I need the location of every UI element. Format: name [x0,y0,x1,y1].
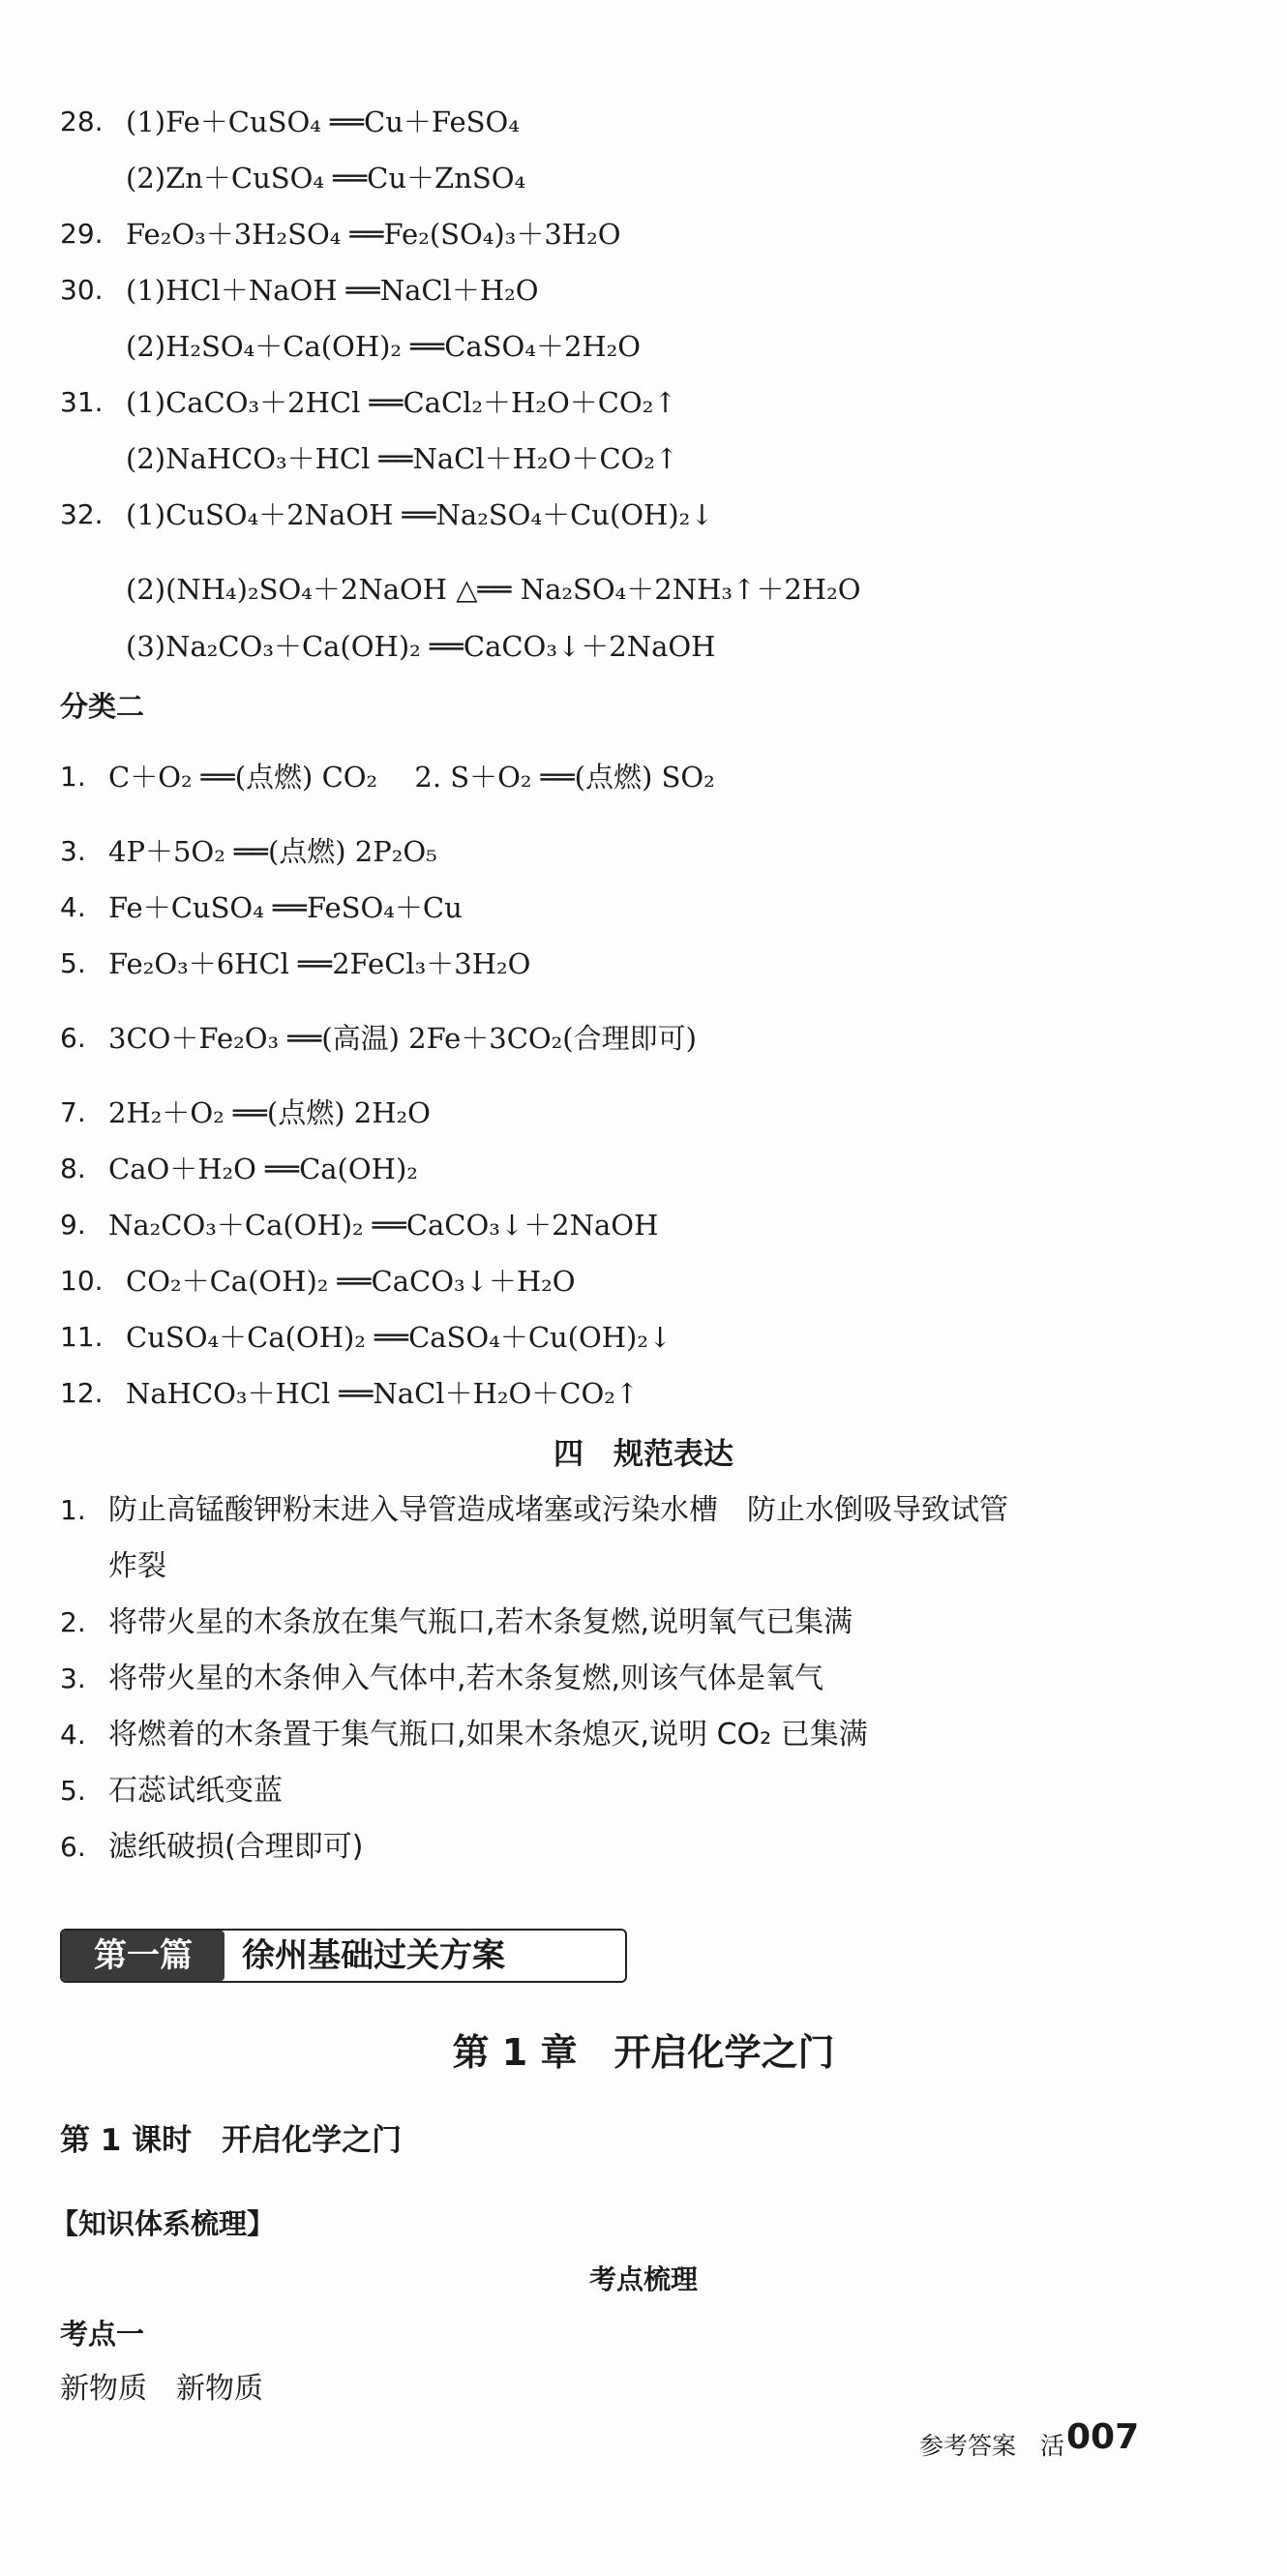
kaodian-shuli: 考点梳理 [588,2263,698,2295]
answer-line [0,1825,1287,1870]
question-number: 11. [60,1321,104,1353]
answer-line [0,100,1287,144]
answer-line [0,1371,1287,1416]
equation: (3)Na₂CO₃＋Ca(OH)₂ ══CaCO₃↓＋2NaOH [126,630,716,663]
lesson-title-row [0,2118,1287,2163]
equation: (1)Fe＋CuSO₄ ══Cu＋FeSO₄ [126,105,520,138]
answer-line [0,1203,1287,1247]
question-number: 5. [60,1775,86,1807]
question-number: 2. [60,1606,86,1638]
question-number: 12. [60,1377,104,1409]
knowledge-heading-row [0,2202,1287,2246]
question-number: 30. [60,274,104,306]
answer-text: 滤纸破损(合理即可) [108,1830,364,1864]
answer-line [0,212,1287,256]
equation: (2)NaHCO₃＋HCl ══NaCl＋H₂O＋CO₂↑ [126,442,679,475]
answer-line [0,1147,1287,1191]
answer-line [0,755,1287,799]
question-number: 8. [60,1153,86,1184]
answer-text: 防止高锰酸钾粉末进入导管造成堵塞或污染水槽 防止水倒吸导致试管 [108,1493,1008,1527]
answer-text: 将燃着的木条置于集气瓶口,如果木条熄灭,说明 CO₂ 已集满 [108,1718,868,1752]
answer-line [0,1769,1287,1813]
answer-line [0,1488,1287,1533]
question-number: 3. [60,835,86,867]
banner-part-label: 第一篇 [62,1931,224,1981]
answer-line [0,624,1287,669]
answer-text: 石蕊试纸变蓝 [108,1774,283,1808]
question-number: 6. [60,1831,86,1863]
answer-line [0,324,1287,369]
question-number: 6. [60,1022,86,1054]
answer-line [0,1657,1287,1701]
section-heading [0,684,1287,729]
answer-line [0,1016,1287,1061]
question-number: 5. [60,947,86,979]
footer-label: 参考答案 活 [919,2432,1065,2460]
question-number: 10. [60,1265,104,1297]
equation: CaO＋H₂O ══Ca(OH)₂ [108,1153,418,1185]
equation: Fe₂O₃＋3H₂SO₄ ══Fe₂(SO₄)₃＋3H₂O [126,218,621,251]
kaodian-yi: 考点一 [60,2318,145,2351]
equation: Fe₂O₃＋6HCl ══2FeCl₃＋3H₂O [108,947,531,980]
answer-line [0,829,1287,874]
answer-line [0,1315,1287,1360]
equation: 3CO＋Fe₂O₃ ══(高温) 2Fe＋3CO₂(合理即可) [108,1022,697,1055]
knowledge-heading: 【知识体系梳理】 [50,2207,276,2240]
answer-line [0,268,1287,313]
answer-line [0,156,1287,200]
answer-text: 新物质 新物质 [60,2372,263,2406]
equation: 2H₂＋O₂ ══(点燃) 2H₂O [108,1096,431,1129]
answer-line [0,567,1287,612]
equation: CO₂＋Ca(OH)₂ ══CaCO₃↓＋H₂O [126,1265,576,1298]
equation: (1)CuSO₄＋2NaOH ══Na₂SO₄＋Cu(OH)₂↓ [126,498,714,531]
equation: NaHCO₃＋HCl ══NaCl＋H₂O＋CO₂↑ [126,1377,640,1410]
answer-line [0,380,1287,425]
equation: (1)HCl＋NaOH ══NaCl＋H₂O [126,274,539,307]
section-title-guifan: 四 规范表达 [554,1437,733,1472]
answer-line [0,493,1287,537]
equation: (1)CaCO₃＋2HCl ══CaCl₂＋H₂O＋CO₂↑ [126,386,677,419]
answer-line [0,1091,1287,1135]
equation: Na₂CO₃＋Ca(OH)₂ ══CaCO₃↓＋2NaOH [108,1209,659,1242]
equation: (2)(NH₄)₂SO₄＋2NaOH △══ Na₂SO₄＋2NH₃↑＋2H₂O [126,573,861,606]
heading-fenlei: 分类二 [60,690,145,723]
equation: 4P＋5O₂ ══(点燃) 2P₂O₅ [108,835,437,868]
answer-line [0,1259,1287,1303]
equation: (2)H₂SO₄＋Ca(OH)₂ ══CaSO₄＋2H₂O [126,330,642,363]
question-number: 9. [60,1209,86,1241]
answer-text: 炸裂 [108,1549,166,1583]
answer-line [0,942,1287,986]
answer-line [0,1601,1287,1645]
part-banner [60,1929,627,1983]
question-number: 1. [60,1494,86,1526]
answer-text: 将带火星的木条伸入气体中,若木条复燃,则该气体是氧气 [108,1662,824,1695]
kaodian-row [0,2312,1287,2356]
answer-line [0,885,1287,930]
question-number: 4. [60,1719,86,1751]
answer-line [0,1544,1287,1589]
lesson-title: 第 1 课时 开启化学之门 [60,2123,403,2158]
question-number: 7. [60,1096,86,1128]
question-number: 31. [60,386,104,418]
answer-line [0,436,1287,481]
question-number: 3. [60,1662,86,1694]
equation: Fe＋CuSO₄ ══FeSO₄＋Cu [108,891,463,924]
question-number: 1. [60,761,86,793]
chapter-title: 第 1 章 开启化学之门 [452,2031,835,2074]
question-number: 4. [60,891,86,923]
equation: C＋O₂ ══(点燃) CO₂ 2. S＋O₂ ══(点燃) SO₂ [108,761,715,794]
question-number: 29. [60,218,104,250]
banner-part-title: 徐州基础过关方案 [242,1936,505,1975]
equation: CuSO₄＋Ca(OH)₂ ══CaSO₄＋Cu(OH)₂↓ [126,1321,673,1354]
answer-line [0,1713,1287,1757]
answer-text: 将带火星的木条放在集气瓶口,若木条复燃,说明氧气已集满 [108,1605,853,1639]
equation: (2)Zn＋CuSO₄ ══Cu＋ZnSO₄ [126,162,526,195]
question-number: 28. [60,105,104,137]
answer-line [0,2367,1287,2411]
page-number: 007 [1066,2417,1140,2457]
question-number: 32. [60,498,104,530]
